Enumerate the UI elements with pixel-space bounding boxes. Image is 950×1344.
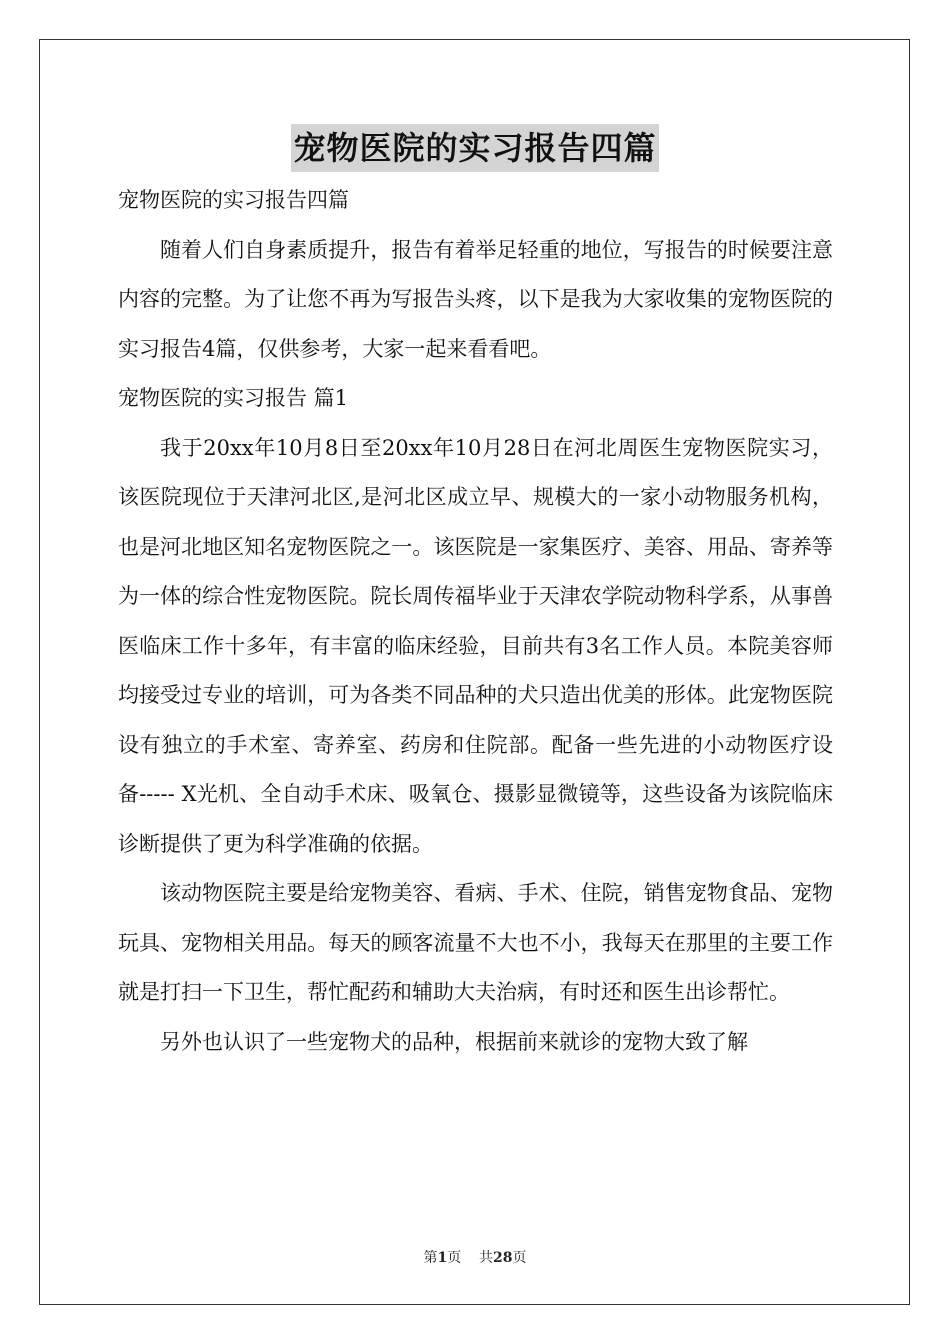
page-footer <box>0 1247 950 1267</box>
page-label: 第 <box>423 1250 438 1266</box>
total-label: 共 <box>479 1250 494 1266</box>
document-subtitle: 宠物医院的实习报告四篇 <box>118 188 349 212</box>
title-wrap <box>0 124 950 172</box>
body-paragraph: 另外也认识了一些宠物犬的品种，根据前来就诊的宠物大致了解 <box>160 1029 748 1054</box>
document-body <box>118 176 833 1067</box>
page-unit: 页 <box>447 1250 462 1266</box>
intro-paragraph: 随着人们自身素质提升，报告有着举足轻重的地位，写报告的时候要注意内容的完整。为了让您不再为写报告头疼，以下是我为大家收集的宠物医院的实习报告4篇，仅供参考，大家一起来看看吧。 <box>118 237 833 361</box>
total-pages: 28 <box>493 1250 513 1266</box>
body-paragraph: 该动物医院主要是给宠物美容、看病、手术、住院，销售宠物食品、宠物玩具、宠物相关用品。每天的顾客流量不大也不小，我每天在那里的主要工作就是打扫一下卫生，帮忙配药和辅助大夫治病，有时还和医生出诊帮忙。 <box>118 881 833 1004</box>
section-heading: 宠物医院的实习报告 篇1 <box>118 386 349 410</box>
body-paragraph: 我于20xx年10月8日至20xx年10月28日在河北周医生宠物医院实习，该医院现位于天津河北区,是河北区成立早、规模大的一家小动物服务机构，也是河北地区知名宠物医院之一。该医院是一家集医疗、美容、用品、寄养等为一体的综合性宠物医院。院长周传福毕业于天津农学院动物科学系，从事兽医临床工作十多年，有丰富的临床经验，目前共有3名工作人员。本院美容师均接受过专业的培训，可为各类不同品种的犬只造出优美的形体。此宠物医院设有独立的手术室、寄养室、药房和住院部。配备一些先进的小动物医疗设备----- X光机、全自动手术床、吸氧仓、摄影显微镜等，这些设备为该院临床诊断提供了更为科学准确的依据。 <box>118 435 833 856</box>
document-title: 宠物医院的实习报告四篇 <box>291 124 658 172</box>
total-unit: 页 <box>512 1250 527 1266</box>
page-number: 1 <box>437 1250 448 1266</box>
